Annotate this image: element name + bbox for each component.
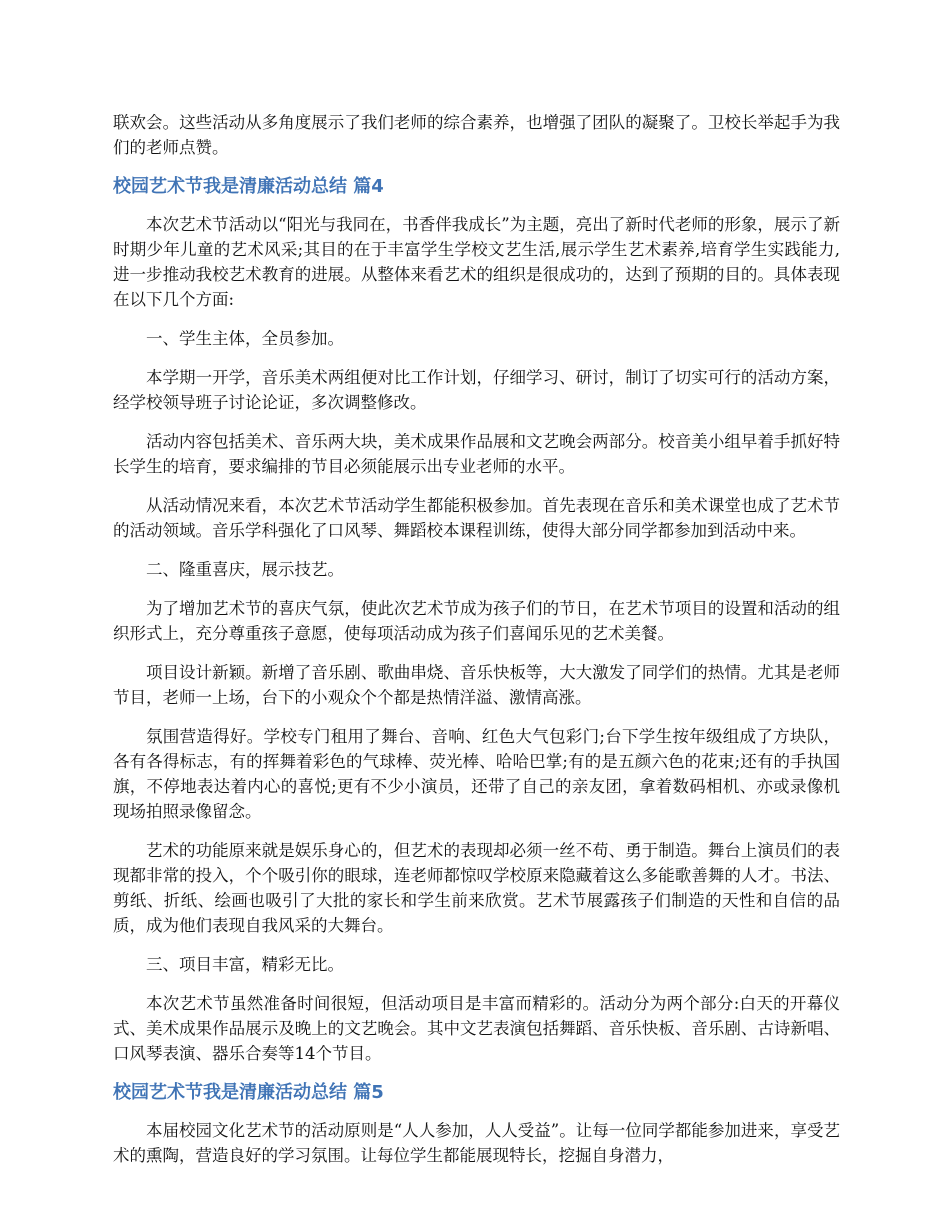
section-5-heading: 校园艺术节我是清廉活动总结 篇5 bbox=[113, 1082, 384, 1103]
section-4-heading: 校园艺术节我是清廉活动总结 篇4 bbox=[113, 176, 384, 197]
section-4-subheading-2: 二、隆重喜庆，展示技艺。 bbox=[146, 560, 344, 579]
section-4-subheading-3: 三、项目丰富，精彩无比。 bbox=[146, 955, 344, 974]
section-4-paragraph-2: 本学期一开学，音乐美术两组便对比工作计划，仔细学习、研讨，制订了切实可行的活动方案，经学校领导班子讨论论证，多次调整修改。 bbox=[113, 368, 840, 412]
section-4-paragraph-4: 从活动情况来看，本次艺术节活动学生都能积极参加。首先表现在音乐和美术课堂也成了艺术节的活动领域。音乐学科强化了口风琴、舞蹈校本课程训练，使得大部分同学都参加到活动中来。 bbox=[113, 496, 840, 540]
section-4-paragraph-6: 项目设计新颖。新增了音乐剧、歌曲串烧、音乐快板等，大大激发了同学们的热情。尤其是老师节目，老师一上场，台下的小观众个个都是热情洋溢、激情高涨。 bbox=[113, 663, 840, 707]
section-4-paragraph-1: 本次艺术节活动以“阳光与我同在，书香伴我成长”为主题，亮出了新时代老师的形象，展示了新时期少年儿童的艺术风采;其目的在于丰富学生学校文艺生活,展示学生艺术素养,培育学生实践能力,进一步推动我校艺术教育的进展。从整体来看艺术的组织是很成功的，达到了预期的目的。具体表现在以下几个方面: bbox=[113, 215, 840, 309]
section-4-paragraph-8: 艺术的功能原来就是娱乐身心的，但艺术的表现却必须一丝不苟、勇于制造。舞台上演员们的表现都非常的投入，个个吸引你的眼球，连老师都惊叹学校原来隐藏着这么多能歌善舞的人才。书法、剪纸、折纸、绘画也吸引了大批的家长和学生前来欣赏。艺术节展露孩子们制造的天性和自信的品质，成为他们表现自我风采的大舞台。 bbox=[113, 841, 840, 935]
section-4-subheading-1: 一、学生主体，全员参加。 bbox=[146, 329, 344, 348]
section-5-paragraph-1: 本届校园文化艺术节的活动原则是“人人参加，人人受益”。让每一位同学都能参加进来，享受艺术的熏陶，营造良好的学习氛围。让每位学生都能展现特长，挖掘自身潜力， bbox=[113, 1121, 840, 1165]
document-page bbox=[113, 110, 840, 1182]
section-4-paragraph-9: 本次艺术节虽然准备时间很短，但活动项目是丰富而精彩的。活动分为两个部分:白天的开幕仪式、美术成果作品展示及晚上的文艺晚会。其中文艺表演包括舞蹈、音乐快板、音乐剧、古诗新唱、口风琴表演、器乐合奏等14个节目。 bbox=[113, 994, 840, 1063]
section-4-paragraph-7: 氛围营造得好。学校专门租用了舞台、音响、红色大气包彩门;台下学生按年级组成了方块队，各有各得标志，有的挥舞着彩色的气球棒、荧光棒、哈哈巴掌;有的是五颜六色的花束;还有的手执国旗，不停地表达着内心的喜悦;更有不少小演员，还带了自己的亲友团，拿着数码相机、亦或录像机现场拍照录像留念。 bbox=[113, 727, 840, 821]
section-4-paragraph-3: 活动内容包括美术、音乐两大块，美术成果作品展和文艺晚会两部分。校音美小组早着手抓好特长学生的培育，要求编排的节目必须能展示出专业老师的水平。 bbox=[113, 432, 840, 476]
intro-paragraph: 联欢会。这些活动从多角度展示了我们老师的综合素养，也增强了团队的凝聚了。卫校长举起手为我们的老师点赞。 bbox=[113, 113, 840, 157]
section-4-paragraph-5: 为了增加艺术节的喜庆气氛，使此次艺术节成为孩子们的节日，在艺术节项目的设置和活动的组织形式上，充分尊重孩子意愿，使每项活动成为孩子们喜闻乐见的艺术美餐。 bbox=[113, 599, 840, 643]
